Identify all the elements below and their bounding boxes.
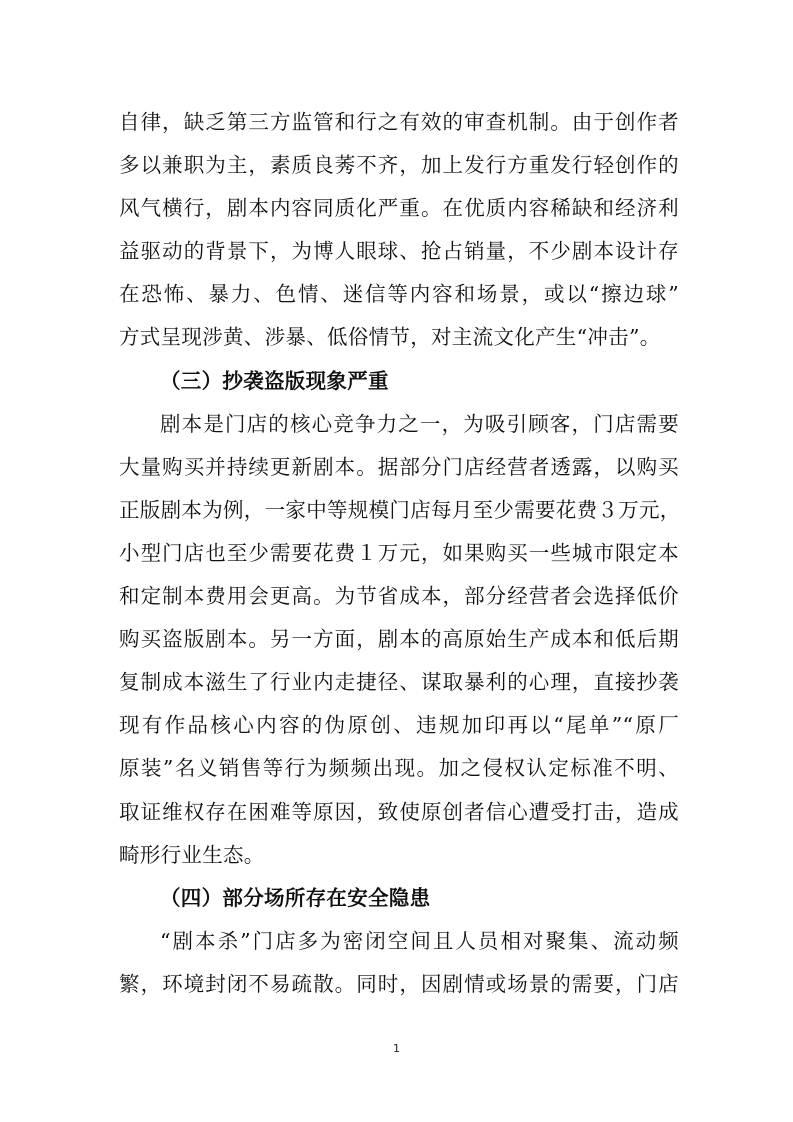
page-number: 1	[393, 1042, 400, 1055]
paragraph-line: 风气横行，剧本内容同质化严重。在优质内容稀缺和经济利	[119, 196, 679, 221]
paragraph-line: 复制成本滋生了行业内走捷径、谋取暴利的心理，直接抄袭	[119, 670, 679, 695]
body-text	[119, 101, 679, 1006]
paragraph-line: 益驱动的背景下，为博人眼球、抢占销量，不少剧本设计存	[119, 239, 679, 264]
section-heading-4: （四）部分场所存在安全隐患	[160, 885, 431, 910]
paragraph-line: 方式呈现涉黄、涉暴、低俗情节，对主流文化产生“冲击”。	[119, 325, 661, 350]
paragraph-line: 多以兼职为主，素质良莠不齐，加上发行方重发行轻创作的	[119, 153, 679, 178]
paragraph-line: 大量购买并持续更新剧本。据部分门店经营者透露，以购买	[119, 454, 679, 479]
paragraph-line: “剧本杀”门店多为密闭空间且人员相对聚集、流动频	[160, 928, 679, 953]
paragraph-line: 现有作品核心内容的伪原创、违规加印再以“尾单”“原厂	[119, 713, 679, 738]
paragraph-line: 取证维权存在困难等原因，致使原创者信心遭受打击，造成	[119, 799, 679, 824]
paragraph-line: 在恐怖、暴力、色情、迷信等内容和场景，或以“擦边球”	[119, 282, 679, 307]
paragraph-line: 自律，缺乏第三方监管和行之有效的审查机制。由于创作者	[119, 110, 679, 134]
paragraph-line: 畸形行业生态。	[119, 842, 265, 867]
paragraph-line: 繁，环境封闭不易疏散。同时，因剧情或场景的需要，门店	[119, 971, 679, 996]
paragraph-line: 原装”名义销售等行为频频出现。加之侵权认定标准不明、	[119, 756, 679, 781]
paragraph-line: 购买盗版剧本。另一方面，剧本的高原始生产成本和低后期	[119, 627, 679, 652]
section-heading-3: （三）抄袭盗版现象严重	[160, 368, 389, 393]
paragraph-line: 正版剧本为例，一家中等规模门店每月至少需要花费３万元，	[119, 497, 681, 522]
paragraph-line: 剧本是门店的核心竞争力之一，为吸引顾客，门店需要	[160, 411, 679, 436]
paragraph-line: 和定制本费用会更高。为节省成本，部分经营者会选择低价	[119, 584, 679, 609]
paragraph-line: 小型门店也至少需要花费１万元，如果购买一些城市限定本	[119, 540, 679, 565]
